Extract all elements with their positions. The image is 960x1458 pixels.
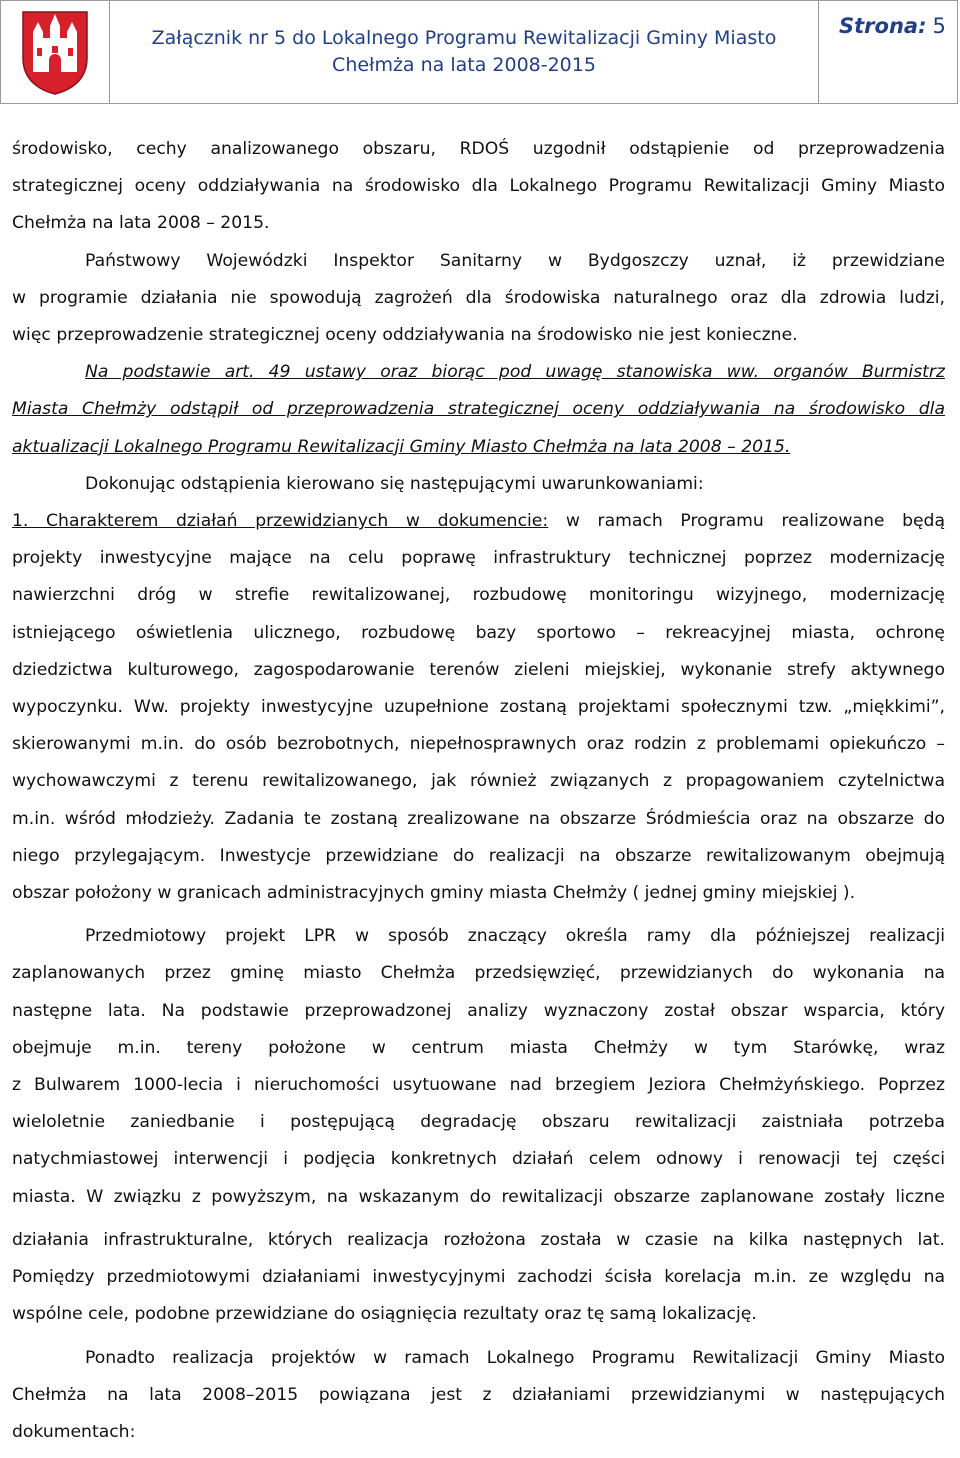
text-line: projekty inwestycyjne mające na celu poprawę infrastruktury technicznej poprzez modernizację [12,548,945,569]
text-line: Dokonując odstąpienia kierowano się następującymi uwarunkowaniami: [85,473,704,494]
text-line: w programie działania nie spowodują zagrożeń dla środowiska naturalnego oraz dla zdrowia ludzi, [12,287,945,308]
page-number-cell [818,1,957,103]
paragraph-5 [12,503,945,912]
text-line: niego przylegającym. Inwestycje przewidziane do realizacji na obszarze rewitalizowanym obejmują [12,845,945,866]
section-heading: 1. Charakterem działań przewidzianych w dokumencie: [12,511,549,532]
page-label: Strona: [839,14,927,38]
text-line: nawierzchni dróg w strefie rewitalizowanej, rozbudowę monitoringu wizyjnego, modernizację [12,585,945,606]
text-line: Miasta Chełmży odstąpił od przeprowadzenia strategicznej oceny oddziaływania na środowisko dla [12,399,945,420]
paragraph-3 [12,354,945,466]
text-line: istniejącego oświetlenia ulicznego, rozbudowę bazy sportowo – rekreacyjnej miasta, ochronę [12,622,945,643]
text-line: m.in. wśród młodzieży. Zadania te zostaną zrealizowane na obszarze Śródmieścia oraz na obszarze do [12,808,945,829]
text-line: aktualizacji Lokalnego Programu Rewitalizacji Gminy Miasto Chełmża na lata 2008 – 2015. [12,436,791,457]
paragraph-1 [12,131,945,243]
text-line: działania infrastrukturalne, których realizacja rozłożona została w czasie na kilka następnych lat. [12,1229,945,1250]
page-number [839,14,946,38]
text-line: dziedzictwa kulturowego, zagospodarowanie terenów zieleni miejskiej, wykonanie strefy aktywnego [12,659,945,680]
text-line: miasta. W związku z powyższym, na wskazanym do rewitalizacji obszarze zaplanowane zostały liczne [12,1186,945,1207]
header-title-line-2: Chełmża na lata 2008-2015 [332,54,596,76]
page-number-value: 5 [932,14,946,38]
text-line: więc przeprowadzenie strategicznej oceny oddziaływania na środowisko nie jest konieczne. [12,325,798,346]
text-line: Państwowy Wojewódzki Inspektor Sanitarny w Bydgoszczy uznał, iż przewidziane [85,250,945,271]
text-line: wychowawczymi z terenu rewitalizowanego, jak również związanych z propagowaniem czytelnictwa [12,771,945,792]
text-line: wspólne cele, podobne przewidziane do osiągnięcia rezultaty oraz tę samą lokalizację. [12,1304,757,1325]
text-line: z Bulwarem 1000-lecia i nieruchomości usytuowane nad brzegiem Jeziora Chełmżyńskiego. Poprzez [12,1075,945,1096]
text-line: następne lata. Na podstawie przeprowadzonej analizy wyznaczony został obszar wsparcia, który [12,1000,945,1021]
page-header [0,0,958,104]
text-fragment: w ramach Programu realizowane będą [565,511,945,532]
header-title [110,1,818,103]
logo-cell [1,1,110,103]
text-line [12,503,945,540]
text-line: natychmiastowej interwencji i podjęcia konkretnych działań celem odnowy i renowacji tej części [12,1149,945,1170]
text-line: skierowanymi m.in. do osób bezrobotnych, niepełnosprawnych oraz rodzin z problemami opiekuńczo – [12,734,945,755]
text-line: Przedmiotowy projekt LPR w sposób znaczący określa ramy dla późniejszej realizacji [85,926,945,947]
text-line: dokumentach: [12,1421,136,1442]
text-line: Na podstawie art. 49 ustawy oraz biorąc pod uwagę stanowiska ww. organów Burmistrz [85,362,945,383]
paragraph-7 [12,1340,945,1452]
text-line: Ponadto realizacja projektów w ramach Lokalnego Programu Rewitalizacji Gminy Miasto [85,1347,945,1368]
text-line: wieloletnie zaniedbanie i postępującą degradację obszaru rewitalizacji zaistniała potrzeba [12,1112,945,1133]
text-line: środowisko, cechy analizowanego obszaru, RDOŚ uzgodnił odstąpienie od przeprowadzenia [12,139,945,159]
header-title-line-1: Załącznik nr 5 do Lokalnego Programu Rewitalizacji Gminy Miasto [151,27,777,49]
coat-of-arms-logo [19,8,91,96]
text-line: Pomiędzy przedmiotowymi działaniami inwestycyjnymi zachodzi ścisła korelacja m.in. ze względu na [12,1267,945,1288]
text-line: wypoczynku. Ww. projekty inwestycyjne uzupełnione zostaną projektami społecznymi tzw. „miękkimi”, [12,697,945,718]
text-line: zaplanowanych przez gminę miasto Chełmża przedsięwzięć, przewidzianych do wykonania na [12,963,945,984]
paragraph-6 [12,918,945,1333]
paragraph-4 [12,466,945,503]
document-body [12,131,945,1451]
text-line: strategicznej oceny oddziaływania na środowisko dla Lokalnego Programu Rewitalizacji Gminy Miasto [12,176,945,197]
text-line: obszar położony w granicach administracyjnych gminy miasta Chełmży ( jednej gminy miejskiej ). [12,883,856,904]
text-line: Chełmża na lata 2008 – 2015. [12,213,270,234]
text-line: Chełmża na lata 2008–2015 powiązana jest z działaniami przewidzianymi w następujących [12,1384,945,1405]
paragraph-2 [12,243,945,355]
text-line: obejmuje m.in. tereny położone w centrum miasta Chełmży w tym Starówkę, wraz [12,1037,945,1058]
